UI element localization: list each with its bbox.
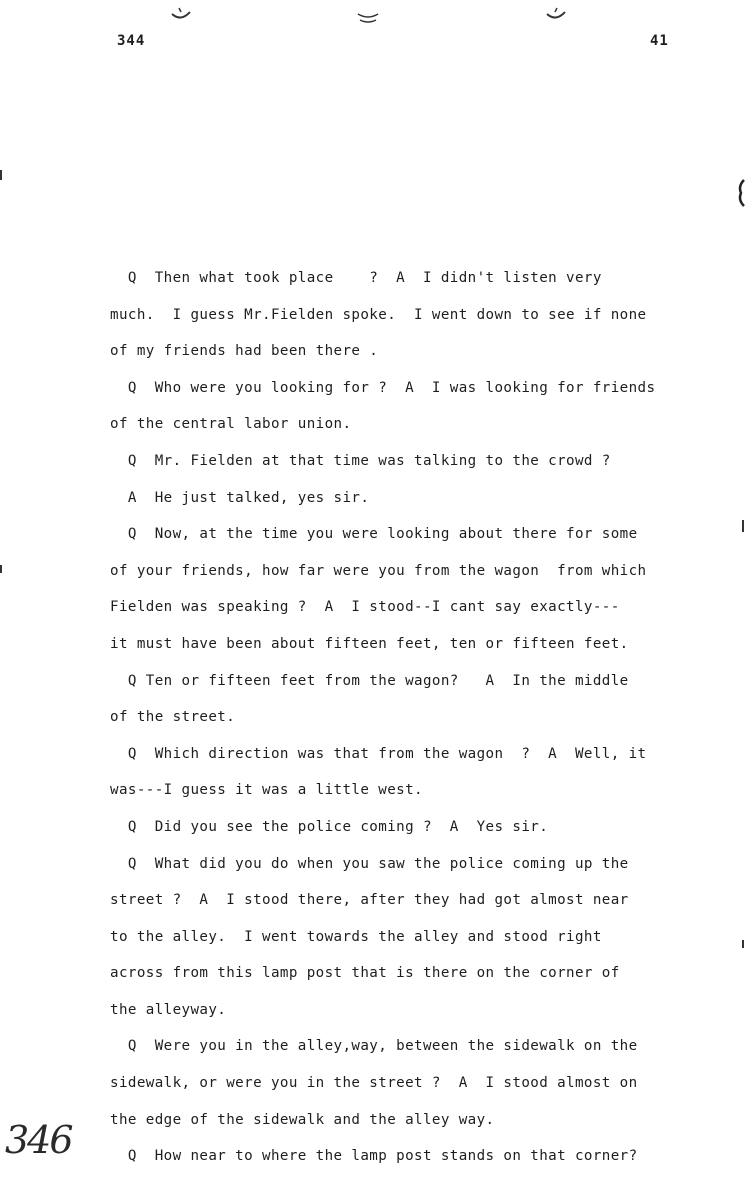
transcript-line: Q Which direction was that from the wagon ? A Well, it [110, 745, 647, 762]
transcript-line: of the central labor union. [110, 416, 352, 433]
transcript-line: the edge of the sidewalk and the alley way. [110, 1111, 495, 1128]
scan-speck [742, 520, 744, 532]
binding-mark-center [355, 8, 381, 24]
binding-mark-left [170, 6, 192, 22]
edge-bracket-mark [736, 178, 746, 208]
transcript-line: A He just talked, yes sir. [110, 489, 370, 506]
transcript-line: Q What did you do when you saw the police coming up the [110, 855, 629, 872]
transcript-body [110, 260, 710, 1175]
transcript-line: Fielden was speaking ? A I stood--I cant say exactly--- [110, 599, 620, 616]
transcript-line: Q Were you in the alley,way, between the sidewalk on the [110, 1038, 638, 1055]
scan-speck [0, 565, 2, 573]
transcript-line: Q Did you see the police coming ? A Yes sir. [110, 818, 549, 835]
scan-speck [0, 170, 2, 180]
handwritten-page-number: 346 [5, 1118, 72, 1162]
transcript-line: Q Who were you looking for ? A I was looking for friends [110, 379, 656, 396]
transcript-line: Q Now, at the time you were looking about there for some [110, 526, 638, 543]
transcript-line: of my friends had been there . [110, 343, 379, 360]
transcript-line: Q How near to where the lamp post stands on that corner? [110, 1148, 638, 1165]
transcript-line: Q Ten or fifteen feet from the wagon? A In the middle [110, 672, 629, 689]
transcript-line: it must have been about fifteen feet, ten or fifteen feet. [110, 635, 629, 652]
transcript-line: the alleyway. [110, 1001, 227, 1018]
scan-speck [742, 940, 744, 948]
transcript-line: sidewalk, or were you in the street ? A I stood almost on [110, 1075, 638, 1092]
page-number-right: 41 [650, 33, 669, 49]
transcript-line: was---I guess it was a little west. [110, 782, 423, 799]
transcript-line: much. I guess Mr.Fielden spoke. I went down to see if none [110, 306, 647, 323]
transcript-line: Q Mr. Fielden at that time was talking to the crowd ? [110, 452, 611, 469]
transcript-line: of the street. [110, 709, 236, 726]
binding-mark-right [545, 6, 567, 22]
transcript-line: Q Then what took place ? A I didn't listen very [110, 270, 602, 286]
transcript-line: of your friends, how far were you from the wagon from which [110, 562, 647, 579]
transcript-line: to the alley. I went towards the alley and stood right [110, 928, 602, 945]
page-number-left: 344 [117, 33, 146, 49]
transcript-line: street ? A I stood there, after they had got almost near [110, 892, 629, 909]
transcript-line: across from this lamp post that is there on the corner of [110, 965, 620, 982]
